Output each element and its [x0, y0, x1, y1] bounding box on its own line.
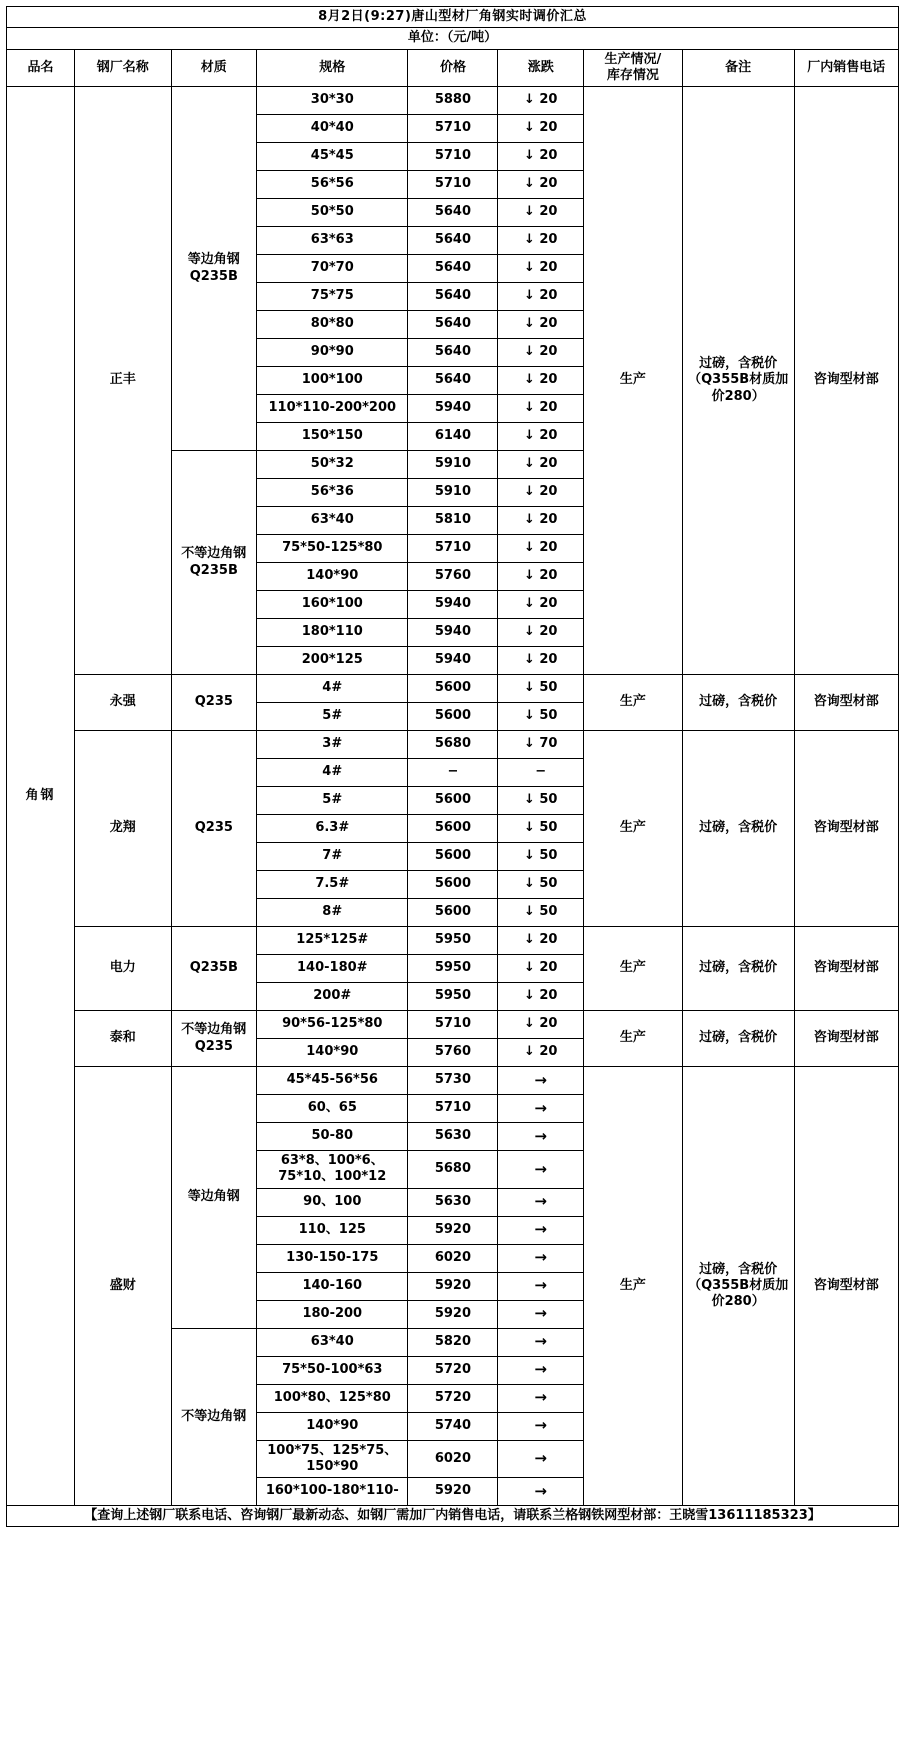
price-cell: 5810: [408, 507, 498, 535]
price-cell: 5640: [408, 227, 498, 255]
price-cell: 5600: [408, 899, 498, 927]
column-header-4: 价格: [408, 49, 498, 87]
sales-phone-cell: 咨询型材部: [794, 1011, 898, 1067]
change-cell: [498, 1095, 584, 1123]
spec-cell: 90、100: [257, 1188, 408, 1216]
category-cell: [7, 87, 75, 1506]
production-status-cell: 生产: [583, 87, 682, 675]
spec-cell: 50*50: [257, 199, 408, 227]
spec-cell: 200#: [257, 983, 408, 1011]
price-cell: 5920: [408, 1300, 498, 1328]
price-cell: 5880: [408, 87, 498, 115]
change-cell: [498, 1272, 584, 1300]
column-header-2: 材质: [171, 49, 257, 87]
spec-cell: 100*100: [257, 367, 408, 395]
column-header-7: 备注: [682, 49, 794, 87]
down-arrow-icon: ↓: [523, 512, 535, 528]
mill-name-cell: 泰和: [75, 1011, 172, 1067]
change-cell: [498, 1412, 584, 1440]
footer-note: 【查询上述钢厂联系电话、咨询钢厂最新动态、如钢厂需加厂内销售电话，请联系兰格钢铁网型材部：王晓雪13611185323】: [7, 1506, 899, 1527]
change-cell: ↓ 20: [498, 395, 584, 423]
category-label: 角钢: [25, 787, 56, 803]
price-cell: 5600: [408, 675, 498, 703]
price-cell: 5910: [408, 479, 498, 507]
price-cell: 5710: [408, 535, 498, 563]
no-data-dash: −: [535, 764, 547, 780]
price-cell: 5940: [408, 395, 498, 423]
price-cell: 5600: [408, 871, 498, 899]
spec-cell: 5#: [257, 703, 408, 731]
down-arrow-icon: ↓: [523, 708, 535, 724]
down-arrow-icon: ↓: [523, 848, 535, 864]
spec-cell: 8#: [257, 899, 408, 927]
price-cell: 5720: [408, 1356, 498, 1384]
price-cell: 5640: [408, 255, 498, 283]
down-arrow-icon: ↓: [523, 428, 535, 444]
change-cell: [498, 1356, 584, 1384]
flat-arrow-icon: →: [534, 1360, 547, 1379]
change-cell: [498, 1151, 584, 1189]
remark-cell: 过磅，含税价: [682, 731, 794, 927]
spec-cell: 56*56: [257, 171, 408, 199]
sales-phone-cell: 咨询型材部: [794, 927, 898, 1011]
change-cell: ↓ 20: [498, 115, 584, 143]
price-cell: 5740: [408, 1412, 498, 1440]
change-cell: ↓ 50: [498, 703, 584, 731]
change-cell: [498, 1123, 584, 1151]
spec-cell: 75*50-100*63: [257, 1356, 408, 1384]
change-cell: [498, 1300, 584, 1328]
spec-cell: 180-200: [257, 1300, 408, 1328]
material-cell: Q235: [171, 731, 257, 927]
spec-cell: 110、125: [257, 1216, 408, 1244]
change-cell: ↓ 20: [498, 927, 584, 955]
column-header-3: 规格: [257, 49, 408, 87]
change-cell: ↓ 50: [498, 899, 584, 927]
spec-cell: 75*75: [257, 283, 408, 311]
spec-cell: 200*125: [257, 647, 408, 675]
flat-arrow-icon: →: [534, 1276, 547, 1295]
down-arrow-icon: ↓: [523, 568, 535, 584]
change-cell: ↓ 20: [498, 451, 584, 479]
spec-cell: 140*90: [257, 563, 408, 591]
down-arrow-icon: ↓: [523, 792, 535, 808]
change-cell: ↓ 20: [498, 171, 584, 199]
table-row: [7, 675, 899, 703]
price-cell: −: [408, 759, 498, 787]
price-cell: 5910: [408, 451, 498, 479]
spec-cell: 5#: [257, 787, 408, 815]
spec-cell: 125*125#: [257, 927, 408, 955]
price-cell: 5680: [408, 731, 498, 759]
flat-arrow-icon: →: [534, 1388, 547, 1407]
sales-phone-cell: 咨询型材部: [794, 731, 898, 927]
price-cell: 5760: [408, 1039, 498, 1067]
price-cell: 5680: [408, 1151, 498, 1189]
change-cell: ↓ 20: [498, 479, 584, 507]
material-cell: 不等边角钢: [171, 1328, 257, 1506]
spec-cell: 140-180#: [257, 955, 408, 983]
spec-cell: 180*110: [257, 619, 408, 647]
price-cell: 5630: [408, 1188, 498, 1216]
down-arrow-icon: ↓: [523, 456, 535, 472]
spec-cell: 30*30: [257, 87, 408, 115]
down-arrow-icon: ↓: [523, 400, 535, 416]
change-cell: ↓ 50: [498, 675, 584, 703]
down-arrow-icon: ↓: [523, 204, 535, 220]
spec-cell: 130-150-175: [257, 1244, 408, 1272]
price-cell: 5710: [408, 171, 498, 199]
spec-cell: 7#: [257, 843, 408, 871]
change-cell: ↓ 20: [498, 255, 584, 283]
production-status-cell: 生产: [583, 731, 682, 927]
table-row: [7, 927, 899, 955]
down-arrow-icon: ↓: [523, 260, 535, 276]
spec-cell: 140-160: [257, 1272, 408, 1300]
down-arrow-icon: ↓: [523, 932, 535, 948]
change-cell: [498, 1244, 584, 1272]
column-header-5: 涨跌: [498, 49, 584, 87]
production-status-cell: 生产: [583, 675, 682, 731]
change-cell: ↓ 20: [498, 1011, 584, 1039]
down-arrow-icon: ↓: [523, 960, 535, 976]
spec-cell: 63*40: [257, 1328, 408, 1356]
price-cell: 5600: [408, 703, 498, 731]
down-arrow-icon: ↓: [523, 680, 535, 696]
spec-cell: 60、65: [257, 1095, 408, 1123]
column-header-0: 品名: [7, 49, 75, 87]
change-cell: ↓ 20: [498, 983, 584, 1011]
change-cell: ↓ 20: [498, 227, 584, 255]
change-cell: ↓ 20: [498, 87, 584, 115]
sales-phone-cell: 咨询型材部: [794, 87, 898, 675]
spec-cell: 90*56-125*80: [257, 1011, 408, 1039]
price-cell: 5920: [408, 1478, 498, 1506]
sales-phone-cell: 咨询型材部: [794, 1067, 898, 1506]
down-arrow-icon: ↓: [523, 232, 535, 248]
down-arrow-icon: ↓: [523, 288, 535, 304]
mill-name-cell: 正丰: [75, 87, 172, 675]
price-cell: 5940: [408, 619, 498, 647]
down-arrow-icon: ↓: [523, 120, 535, 136]
price-cell: 5950: [408, 983, 498, 1011]
down-arrow-icon: ↓: [523, 344, 535, 360]
material-cell: 不等边角钢Q235B: [171, 451, 257, 675]
material-cell: Q235B: [171, 927, 257, 1011]
unit-label: 单位：（元/吨）: [7, 28, 899, 49]
column-header-6: 生产情况/ 库存情况: [583, 49, 682, 87]
spec-cell: 140*90: [257, 1039, 408, 1067]
unit-row: [7, 28, 899, 49]
change-cell: ↓ 20: [498, 955, 584, 983]
change-cell: [498, 1067, 584, 1095]
spec-cell: 6.3#: [257, 815, 408, 843]
flat-arrow-icon: →: [534, 1070, 547, 1089]
spec-cell: 50*32: [257, 451, 408, 479]
change-cell: ↓ 50: [498, 871, 584, 899]
spec-cell: 4#: [257, 675, 408, 703]
title-row: [7, 7, 899, 28]
price-cell: 5760: [408, 563, 498, 591]
mill-name-cell: 龙翔: [75, 731, 172, 927]
spec-cell: 45*45-56*56: [257, 1067, 408, 1095]
material-cell: 等边角钢Q235B: [171, 87, 257, 451]
price-cell: 5710: [408, 1011, 498, 1039]
change-cell: [498, 1440, 584, 1478]
spec-cell: 56*36: [257, 479, 408, 507]
change-cell: ↓ 20: [498, 367, 584, 395]
down-arrow-icon: ↓: [523, 904, 535, 920]
spec-cell: 90*90: [257, 339, 408, 367]
price-cell: 6020: [408, 1244, 498, 1272]
price-cell: 5720: [408, 1384, 498, 1412]
price-cell: 6140: [408, 423, 498, 451]
flat-arrow-icon: →: [534, 1416, 547, 1435]
change-cell: [498, 759, 584, 787]
table-row: [7, 731, 899, 759]
change-cell: ↓ 20: [498, 311, 584, 339]
price-cell: 5820: [408, 1328, 498, 1356]
production-status-cell: 生产: [583, 1067, 682, 1506]
spec-cell: 50-80: [257, 1123, 408, 1151]
flat-arrow-icon: →: [534, 1220, 547, 1239]
change-cell: ↓ 20: [498, 199, 584, 227]
price-cell: 5640: [408, 283, 498, 311]
price-table: [6, 6, 899, 1527]
change-cell: [498, 1478, 584, 1506]
change-cell: ↓ 20: [498, 143, 584, 171]
spec-cell: 63*8、100*6、75*10、100*12: [257, 1151, 408, 1189]
price-cell: 5600: [408, 815, 498, 843]
flat-arrow-icon: →: [534, 1159, 547, 1178]
spec-cell: 63*40: [257, 507, 408, 535]
remark-cell: 过磅，含税价（Q355B材质加价280）: [682, 87, 794, 675]
change-cell: ↓ 20: [498, 507, 584, 535]
flat-arrow-icon: →: [534, 1332, 547, 1351]
flat-arrow-icon: →: [534, 1192, 547, 1211]
price-cell: 5950: [408, 955, 498, 983]
flat-arrow-icon: →: [534, 1449, 547, 1468]
down-arrow-icon: ↓: [523, 624, 535, 640]
price-cell: 5940: [408, 647, 498, 675]
change-cell: ↓ 20: [498, 563, 584, 591]
price-cell: 5600: [408, 787, 498, 815]
table-row: [7, 1067, 899, 1095]
sales-phone-cell: 咨询型材部: [794, 675, 898, 731]
price-cell: 6020: [408, 1440, 498, 1478]
remark-cell: 过磅，含税价: [682, 1011, 794, 1067]
price-cell: 5920: [408, 1272, 498, 1300]
spec-cell: 150*150: [257, 423, 408, 451]
column-header-row: [7, 49, 899, 87]
spec-cell: 110*110-200*200: [257, 395, 408, 423]
change-cell: ↓ 20: [498, 339, 584, 367]
change-cell: ↓ 20: [498, 647, 584, 675]
change-cell: [498, 1216, 584, 1244]
remark-cell: 过磅，含税价（Q355B材质加价280）: [682, 1067, 794, 1506]
remark-cell: 过磅，含税价: [682, 675, 794, 731]
spec-cell: 3#: [257, 731, 408, 759]
spec-cell: 63*63: [257, 227, 408, 255]
price-cell: 5710: [408, 115, 498, 143]
material-cell: 不等边角钢Q235: [171, 1011, 257, 1067]
spec-cell: 100*75、125*75、150*90: [257, 1440, 408, 1478]
price-cell: 5950: [408, 927, 498, 955]
spec-cell: 160*100-180*110-: [257, 1478, 408, 1506]
flat-arrow-icon: →: [534, 1304, 547, 1323]
change-cell: ↓ 20: [498, 423, 584, 451]
table-row: [7, 1011, 899, 1039]
down-arrow-icon: ↓: [523, 988, 535, 1004]
mill-name-cell: 电力: [75, 927, 172, 1011]
change-cell: [498, 1328, 584, 1356]
sheet-title: 8月2日(9:27)唐山型材厂角钢实时调价汇总: [7, 7, 899, 28]
spec-cell: 160*100: [257, 591, 408, 619]
flat-arrow-icon: →: [534, 1098, 547, 1117]
down-arrow-icon: ↓: [523, 596, 535, 612]
production-status-cell: 生产: [583, 1011, 682, 1067]
change-cell: ↓ 20: [498, 535, 584, 563]
spec-cell: 140*90: [257, 1412, 408, 1440]
price-cell: 5640: [408, 199, 498, 227]
spec-cell: 40*40: [257, 115, 408, 143]
down-arrow-icon: ↓: [523, 92, 535, 108]
change-cell: ↓ 20: [498, 283, 584, 311]
change-cell: ↓ 50: [498, 787, 584, 815]
price-cell: 5600: [408, 843, 498, 871]
down-arrow-icon: ↓: [523, 876, 535, 892]
change-cell: ↓ 50: [498, 843, 584, 871]
column-header-1: 钢厂名称: [75, 49, 172, 87]
down-arrow-icon: ↓: [523, 316, 535, 332]
down-arrow-icon: ↓: [523, 1016, 535, 1032]
spec-cell: 70*70: [257, 255, 408, 283]
flat-arrow-icon: →: [534, 1248, 547, 1267]
spec-cell: 45*45: [257, 143, 408, 171]
spec-cell: 4#: [257, 759, 408, 787]
price-cell: 5640: [408, 367, 498, 395]
change-cell: [498, 1384, 584, 1412]
change-cell: ↓ 50: [498, 815, 584, 843]
down-arrow-icon: ↓: [523, 372, 535, 388]
change-cell: ↓ 20: [498, 619, 584, 647]
price-cell: 5710: [408, 143, 498, 171]
price-cell: 5920: [408, 1216, 498, 1244]
mill-name-cell: 盛财: [75, 1067, 172, 1506]
mill-name-cell: 永强: [75, 675, 172, 731]
price-cell: 5940: [408, 591, 498, 619]
down-arrow-icon: ↓: [523, 820, 535, 836]
flat-arrow-icon: →: [534, 1126, 547, 1145]
price-cell: 5640: [408, 311, 498, 339]
production-status-cell: 生产: [583, 927, 682, 1011]
down-arrow-icon: ↓: [523, 176, 535, 192]
column-header-8: 厂内销售电话: [794, 49, 898, 87]
price-cell: 5710: [408, 1095, 498, 1123]
material-cell: 等边角钢: [171, 1067, 257, 1329]
change-cell: ↓ 20: [498, 591, 584, 619]
spec-cell: 75*50-125*80: [257, 535, 408, 563]
price-cell: 5640: [408, 339, 498, 367]
down-arrow-icon: ↓: [523, 148, 535, 164]
down-arrow-icon: ↓: [523, 736, 535, 752]
down-arrow-icon: ↓: [523, 484, 535, 500]
spec-cell: 7.5#: [257, 871, 408, 899]
material-cell: Q235: [171, 675, 257, 731]
spec-cell: 80*80: [257, 311, 408, 339]
price-cell: 5730: [408, 1067, 498, 1095]
change-cell: ↓ 20: [498, 1039, 584, 1067]
change-cell: ↓ 70: [498, 731, 584, 759]
price-cell: 5630: [408, 1123, 498, 1151]
table-row: [7, 87, 899, 115]
change-cell: [498, 1188, 584, 1216]
down-arrow-icon: ↓: [523, 1044, 535, 1060]
spec-cell: 100*80、125*80: [257, 1384, 408, 1412]
down-arrow-icon: ↓: [523, 652, 535, 668]
down-arrow-icon: ↓: [523, 540, 535, 556]
flat-arrow-icon: →: [534, 1481, 547, 1500]
remark-cell: 过磅，含税价: [682, 927, 794, 1011]
footer-row: [7, 1506, 899, 1527]
